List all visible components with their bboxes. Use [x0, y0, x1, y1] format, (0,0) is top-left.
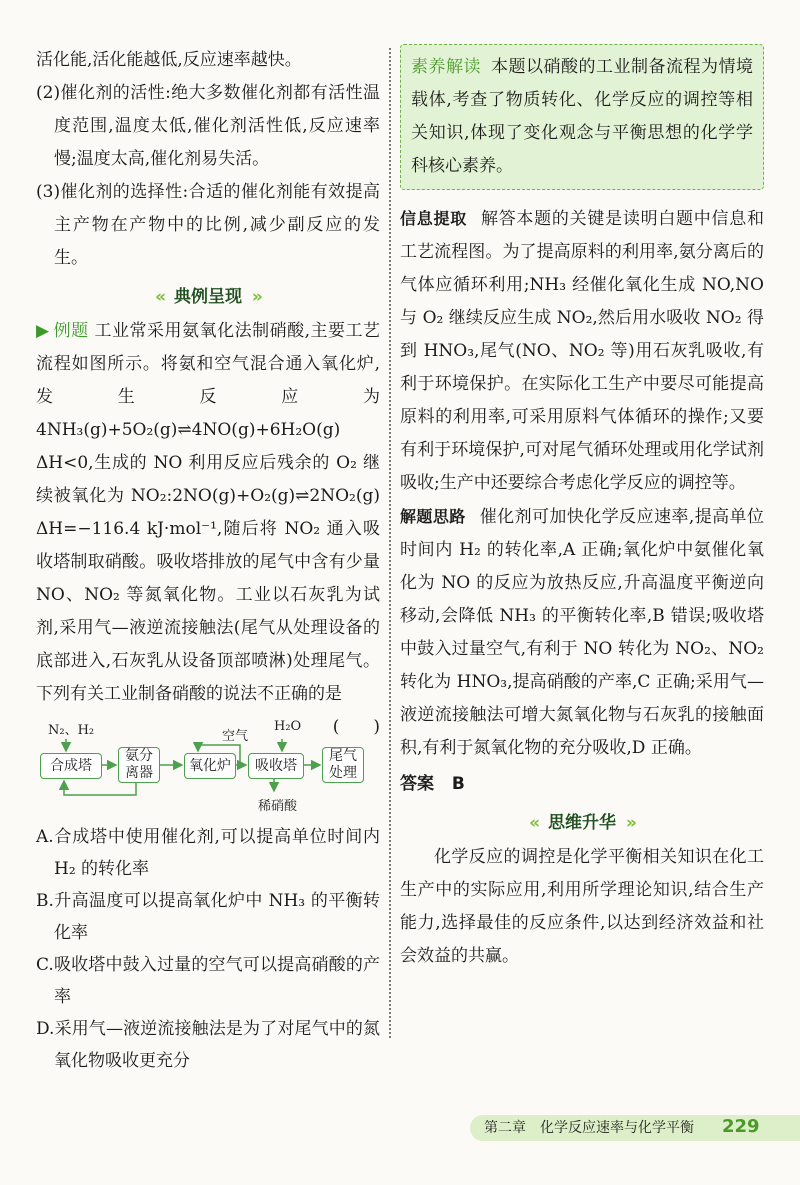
paragraph-catalyst-activity: (2)催化剂的活性:绝大多数催化剂都有活性温度范围,温度太低,催化剂活性低,反应速率慢;温度太高,催化剂易失活。 — [36, 83, 380, 169]
label-air: 空气 — [222, 729, 249, 744]
column-divider — [389, 48, 391, 1038]
page-number: 229 — [722, 1116, 760, 1137]
section-title: 思维升华 — [548, 813, 616, 833]
solve-text: 催化剂可加快化学反应速率,提高单位时间内 H₂ 的转化率,A 正确;氧化炉中氨催化氧化为 NO 的反应为放热反应,升高温度平衡逆向移动,会降低 NH₃ 的平衡转化率,B 错误;吸收塔中鼓入过量空气,有利于 NO 转化为 NO₂、NO₂ 转化为 HNO₃,提高硝酸的产率,C 正确;采用气—液逆流接触法可增大氮氧化物与石灰乳的接触面积,有利于氮氧化物的充分吸收,D 正确。 — [400, 507, 764, 758]
double-chevron-right-icon: » — [625, 813, 635, 833]
node-synthesis-tower: 合成塔 — [40, 753, 102, 779]
literacy-interpretation-box — [400, 44, 764, 190]
options-list — [36, 821, 380, 1077]
example-text: 工业常采用氨氧化法制硝酸,主要工艺流程如图所示。将氨和空气混合通入氧化炉,发生反应为 4NH₃(g)+5O₂(g)⇌4NO(g)+6H₂O(g) ΔH<0,生成的 NO 利用反应后残余的 O₂ 继续被氧化为 NO₂:2NO(g)+O₂(g)⇌2NO₂(g) ΔH=−116.4 kJ·mol⁻¹,随后将 NO₂ 通入吸收塔制取硝酸。吸收塔排放的尾气中含有少量 NO、NO₂ 等氮氧化物。工业以石灰乳为试剂,采用气—液逆流接触法(尾气从处理设备的底部进入,石灰乳从设备顶部喷淋)处理尾气。下列有关工业制备硝酸的说法不正确的是 — [36, 321, 381, 704]
section-heading-thinking — [400, 807, 764, 839]
section-title: 典例呈现 — [174, 287, 242, 307]
answer-blank: ( ) — [332, 717, 380, 737]
info-extraction — [400, 202, 764, 500]
double-chevron-right-icon: » — [251, 287, 261, 307]
option-b: B.升高温度可以提高氧化炉中 NH₃ 的平衡转化率 — [36, 891, 380, 943]
arrow-icon: ▶ — [36, 321, 50, 341]
info-text: 解答本题的关键是读明白题中信息和工艺流程图。为了提高原料的利用率,氨分离后的气体应循环利用;NH₃ 经催化氧化生成 NO,NO 与 O₂ 继续反应生成 NO₂,然后用水吸收 NO₂ 得到 HNO₃,尾气(NO、NO₂ 等)用石灰乳吸收,有利于环境保护。在实际化工生产中要尽可能提高原料的利用率,可采用原料气体循环的操作;又要有利于环境保护,可对尾气循环处理或用化学试剂吸收;生产中还要综合考虑化学反应的调控等。 — [400, 209, 764, 493]
node-absorption-tower: 吸收塔 — [248, 753, 304, 779]
info-tag: 信息提取 — [400, 209, 467, 228]
paragraph-activation-energy: 活化能,活化能越低,反应速率越快。 — [36, 50, 302, 70]
label-dilute-nitric-acid: 稀硝酸 — [258, 799, 298, 814]
answer-tag: 答案 — [400, 774, 434, 794]
solution-approach — [400, 500, 764, 765]
double-chevron-left-icon: « — [529, 813, 539, 833]
answer-line — [400, 767, 764, 801]
node-oxidation-furnace: 氧化炉 — [184, 753, 236, 779]
option-c: C.吸收塔中鼓入过量的空气可以提高硝酸的产率 — [36, 955, 380, 1007]
label-n2-h2: N₂、H₂ — [48, 723, 95, 738]
left-column — [36, 44, 380, 1077]
paragraph-catalyst-selectivity: (3)催化剂的选择性:合适的催化剂能有效提高主产物在产物中的比例,减少副反应的发生。 — [36, 182, 380, 268]
label-water: H₂O — [274, 719, 302, 734]
option-a: A.合成塔中使用催化剂,可以提高单位时间内 H₂ 的转化率 — [36, 827, 380, 879]
solve-tag: 解题思路 — [400, 507, 466, 526]
answer-value: B — [451, 774, 465, 794]
option-d: D.采用气—液逆流接触法是为了对尾气中的氮氧化物吸收更充分 — [36, 1019, 380, 1071]
double-chevron-left-icon: « — [155, 287, 165, 307]
example-label: 例题 — [53, 321, 89, 341]
box-text: 本题以硝酸的工业制备流程为情境载体,考查了物质转化、化学反应的调控等相关知识,体现了变化观念与平衡思想的化学学科核心素养。 — [411, 57, 753, 176]
chapter-title: 第二章 化学反应速率与化学平衡 — [484, 1120, 694, 1136]
node-tail-gas-treatment: 尾气 处理 — [322, 747, 364, 783]
section-heading-examples — [36, 281, 380, 313]
right-column — [400, 44, 764, 973]
node-ammonia-separator: 氨分 离器 — [118, 747, 160, 783]
box-tag: 素养解读 — [411, 57, 481, 77]
summary-paragraph: 化学反应的调控是化学平衡相关知识在化工生产中的实际应用,利用所学理论知识,结合生产能力,选择最佳的反应条件,以达到经济效益和社会效益的共赢。 — [400, 847, 764, 966]
process-flow-diagram — [36, 717, 380, 817]
